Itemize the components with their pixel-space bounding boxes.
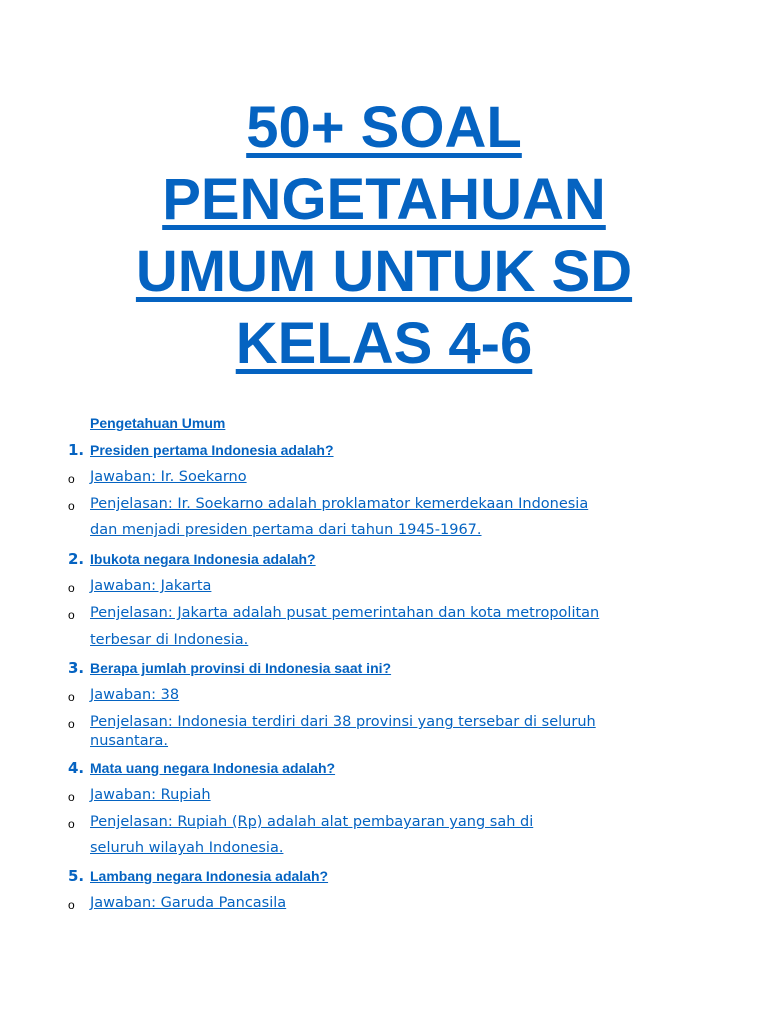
question-link[interactable]: Mata uang negara Indonesia adalah? — [90, 760, 336, 776]
question-number: 2. — [68, 550, 85, 568]
bullet-marker: o — [68, 499, 75, 513]
question-number: 1. — [68, 441, 85, 459]
question-number: 5. — [68, 867, 85, 885]
title-line[interactable]: UMUM UNTUK SD — [135, 239, 633, 304]
title-line[interactable]: PENGETAHUAN — [162, 167, 606, 232]
answer-link[interactable]: Jawaban: 38 — [90, 687, 180, 703]
bullet-marker: o — [68, 898, 75, 912]
answer-link[interactable]: Jawaban: Garuda Pancasila — [90, 895, 287, 911]
bullet-marker: o — [68, 608, 75, 622]
explanation-link[interactable]: Penjelasan: Jakarta adalah pusat pemerintahan dan kota metropolitan — [90, 605, 600, 621]
title-line[interactable]: 50+ SOAL — [246, 95, 522, 160]
bullet-marker: o — [68, 472, 75, 486]
question-link[interactable]: Lambang negara Indonesia adalah? — [90, 868, 329, 884]
explanation-link[interactable]: seluruh wilayah Indonesia. — [90, 840, 284, 856]
explanation-link[interactable]: Penjelasan: Rupiah (Rp) adalah alat pembayaran yang sah di — [90, 814, 534, 830]
explanation-link[interactable]: dan menjadi presiden pertama dari tahun 1945-1967. — [90, 522, 482, 538]
explanation-link[interactable]: Penjelasan: Ir. Soekarno adalah proklamator kemerdekaan Indonesia — [90, 496, 589, 512]
explanation-link[interactable]: terbesar di Indonesia. — [90, 632, 249, 648]
explanation-link[interactable]: Penjelasan: Indonesia terdiri dari 38 provinsi yang tersebar di seluruh — [90, 714, 596, 730]
bullet-marker: o — [68, 790, 75, 804]
section-label[interactable]: Pengetahuan Umum — [90, 415, 226, 431]
answer-link[interactable]: Jawaban: Ir. Soekarno — [90, 469, 247, 485]
question-number: 3. — [68, 659, 85, 677]
bullet-marker: o — [68, 581, 75, 595]
answer-link[interactable]: Jawaban: Jakarta — [90, 578, 212, 594]
question-link[interactable]: Berapa jumlah provinsi di Indonesia saat ini? — [90, 660, 392, 676]
answer-link[interactable]: Jawaban: Rupiah — [90, 787, 211, 803]
explanation-link[interactable]: nusantara. — [90, 733, 169, 749]
question-link[interactable]: Presiden pertama Indonesia adalah? — [90, 442, 334, 458]
bullet-marker: o — [68, 690, 75, 704]
question-number: 4. — [68, 759, 85, 777]
page-title[interactable] — [84, 92, 684, 380]
question-link[interactable]: Ibukota negara Indonesia adalah? — [90, 551, 316, 567]
bullet-marker: o — [68, 717, 75, 731]
title-line[interactable]: KELAS 4-6 — [235, 311, 533, 376]
bullet-marker: o — [68, 817, 75, 831]
